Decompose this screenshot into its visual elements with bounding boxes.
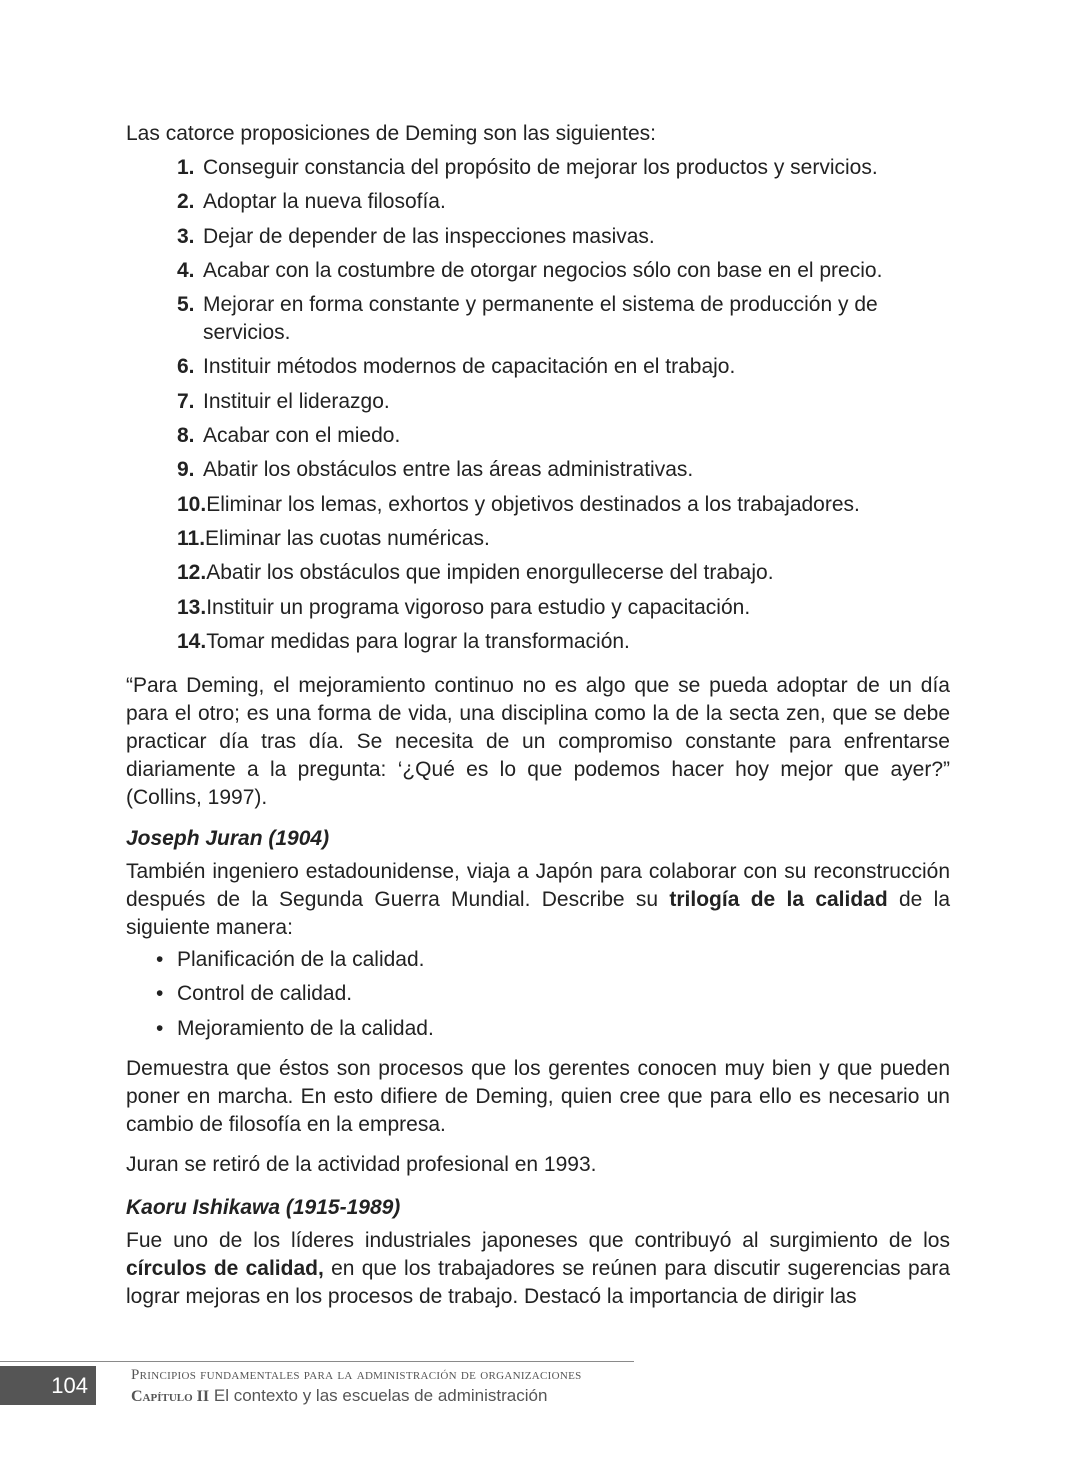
list-item	[177, 559, 950, 587]
item-text: Adoptar la nueva filosofía.	[203, 190, 446, 214]
list-item	[156, 1015, 950, 1043]
list-item	[177, 257, 950, 285]
bullet-icon: •	[156, 982, 164, 1006]
footer-chapter-label: Capítulo II	[131, 1388, 210, 1405]
juran-paragraph-1	[126, 858, 950, 942]
item-number: 5.	[177, 293, 195, 317]
item-text: Control de calidad.	[177, 982, 353, 1006]
item-number: 13.	[177, 595, 207, 619]
bullet-icon: •	[156, 947, 164, 971]
juran-trilogy-term: trilogía de la calidad	[669, 887, 888, 911]
item-text: Mejoramiento de la calidad.	[177, 1017, 434, 1041]
juran-paragraph-1-text: También ingeniero estadounidense, viaja a Japón para colaborar con su reconstrucción después de la Segunda Guerra Mundial. Describe su	[126, 859, 950, 911]
juran-heading: Joseph Juran (1904)	[126, 826, 330, 850]
list-item	[177, 456, 950, 484]
ishikawa-paragraph-1	[126, 1227, 950, 1311]
item-text: Instituir el liderazgo.	[203, 389, 390, 413]
list-item	[177, 491, 950, 519]
quality-circles-term: círculos de calidad,	[126, 1257, 324, 1281]
item-text: Abatir los obstáculos que impiden enorgullecerse del trabajo.	[206, 561, 774, 585]
item-text: Acabar con el miedo.	[203, 424, 401, 448]
item-text: Tomar medidas para lograr la transformación.	[206, 629, 630, 653]
list-item	[177, 525, 950, 553]
list-item	[177, 154, 950, 182]
item-number: 6.	[177, 355, 195, 379]
item-text: Acabar con la costumbre de otorgar negocios sólo con base en el precio.	[203, 258, 883, 282]
list-item	[177, 594, 950, 622]
item-number: 2.	[177, 190, 195, 214]
juran-paragraph-1-end: de la siguiente manera:	[126, 887, 950, 939]
list-item	[177, 628, 950, 656]
ishikawa-heading: Kaoru Ishikawa (1915-1989)	[126, 1196, 401, 1220]
footer-chapter-title: El contexto y las escuelas de administración	[209, 1386, 548, 1405]
list-item	[177, 188, 950, 216]
item-number: 10.	[177, 492, 207, 516]
deming-propositions-list	[126, 154, 950, 656]
list-item	[177, 422, 950, 450]
item-number: 4.	[177, 258, 195, 282]
juran-trilogy-list	[126, 946, 950, 1043]
item-number: 7.	[177, 389, 195, 413]
list-item	[177, 353, 950, 381]
ishikawa-paragraph-1-text: Fue uno de los líderes industriales japoneses que contribuyó al surgimiento de los	[126, 1229, 950, 1253]
item-text: Instituir un programa vigoroso para estudio y capacitación.	[206, 595, 751, 619]
item-text: Eliminar las cuotas numéricas.	[205, 526, 490, 550]
footer-divider	[0, 1361, 634, 1362]
list-item	[156, 980, 950, 1008]
item-text: Eliminar los lemas, exhortos y objetivos destinados a los trabajadores.	[206, 492, 860, 516]
item-text: Conseguir constancia del propósito de mejorar los productos y servicios.	[203, 156, 878, 179]
juran-paragraph-2: Demuestra que éstos son procesos que los gerentes conocen muy bien y que pueden poner en marcha. En esto difiere de Deming, quien cree que para ello es necesario un cambio de filosofía en la empresa.	[126, 1057, 950, 1137]
list-item	[177, 223, 950, 251]
footer-book-title: Principios fundamentales para la administración de organizaciones	[131, 1367, 582, 1383]
page-number: 104	[0, 1366, 96, 1405]
item-text: Dejar de depender de las inspecciones masivas.	[203, 224, 655, 248]
item-number: 3.	[177, 224, 195, 248]
item-number: 1.	[177, 156, 195, 179]
item-text: Planificación de la calidad.	[177, 947, 425, 971]
juran-paragraph-3: Juran se retiró de la actividad profesional en 1993.	[126, 1153, 597, 1177]
item-number: 9.	[177, 458, 195, 482]
item-number: 8.	[177, 424, 195, 448]
propositions-intro: Las catorce proposiciones de Deming son las siguientes:	[126, 122, 656, 145]
ishikawa-paragraph-1-end: en que los trabajadores se reúnen para discutir sugerencias para lograr mejoras en los procesos de trabajo. Destacó la importancia de dirigir las	[126, 1257, 950, 1309]
bullet-icon: •	[156, 1017, 164, 1041]
page-content	[126, 120, 950, 1311]
list-item	[156, 946, 950, 974]
item-number: 14.	[177, 629, 207, 653]
item-number: 12.	[177, 561, 207, 585]
list-item	[177, 291, 950, 347]
list-item	[177, 388, 950, 416]
item-number: 11.	[177, 526, 206, 550]
deming-quote: “Para Deming, el mejoramiento continuo no es algo que se pueda adoptar de un día para el otro; es una forma de vida, una disciplina como la de la secta zen, que se debe practicar día tras día. Se necesita de un compromiso constante para enfrentarse diariamente a la pregunta: ‘¿Qué es lo que podemos hacer hoy mejor que ayer?” (Collins, 1997).	[126, 673, 950, 809]
item-text: Abatir los obstáculos entre las áreas administrativas.	[203, 458, 694, 482]
item-text: Mejorar en forma constante y permanente el sistema de producción y de servicios.	[203, 293, 878, 345]
footer-chapter	[131, 1386, 547, 1406]
item-text: Instituir métodos modernos de capacitación en el trabajo.	[203, 355, 736, 379]
